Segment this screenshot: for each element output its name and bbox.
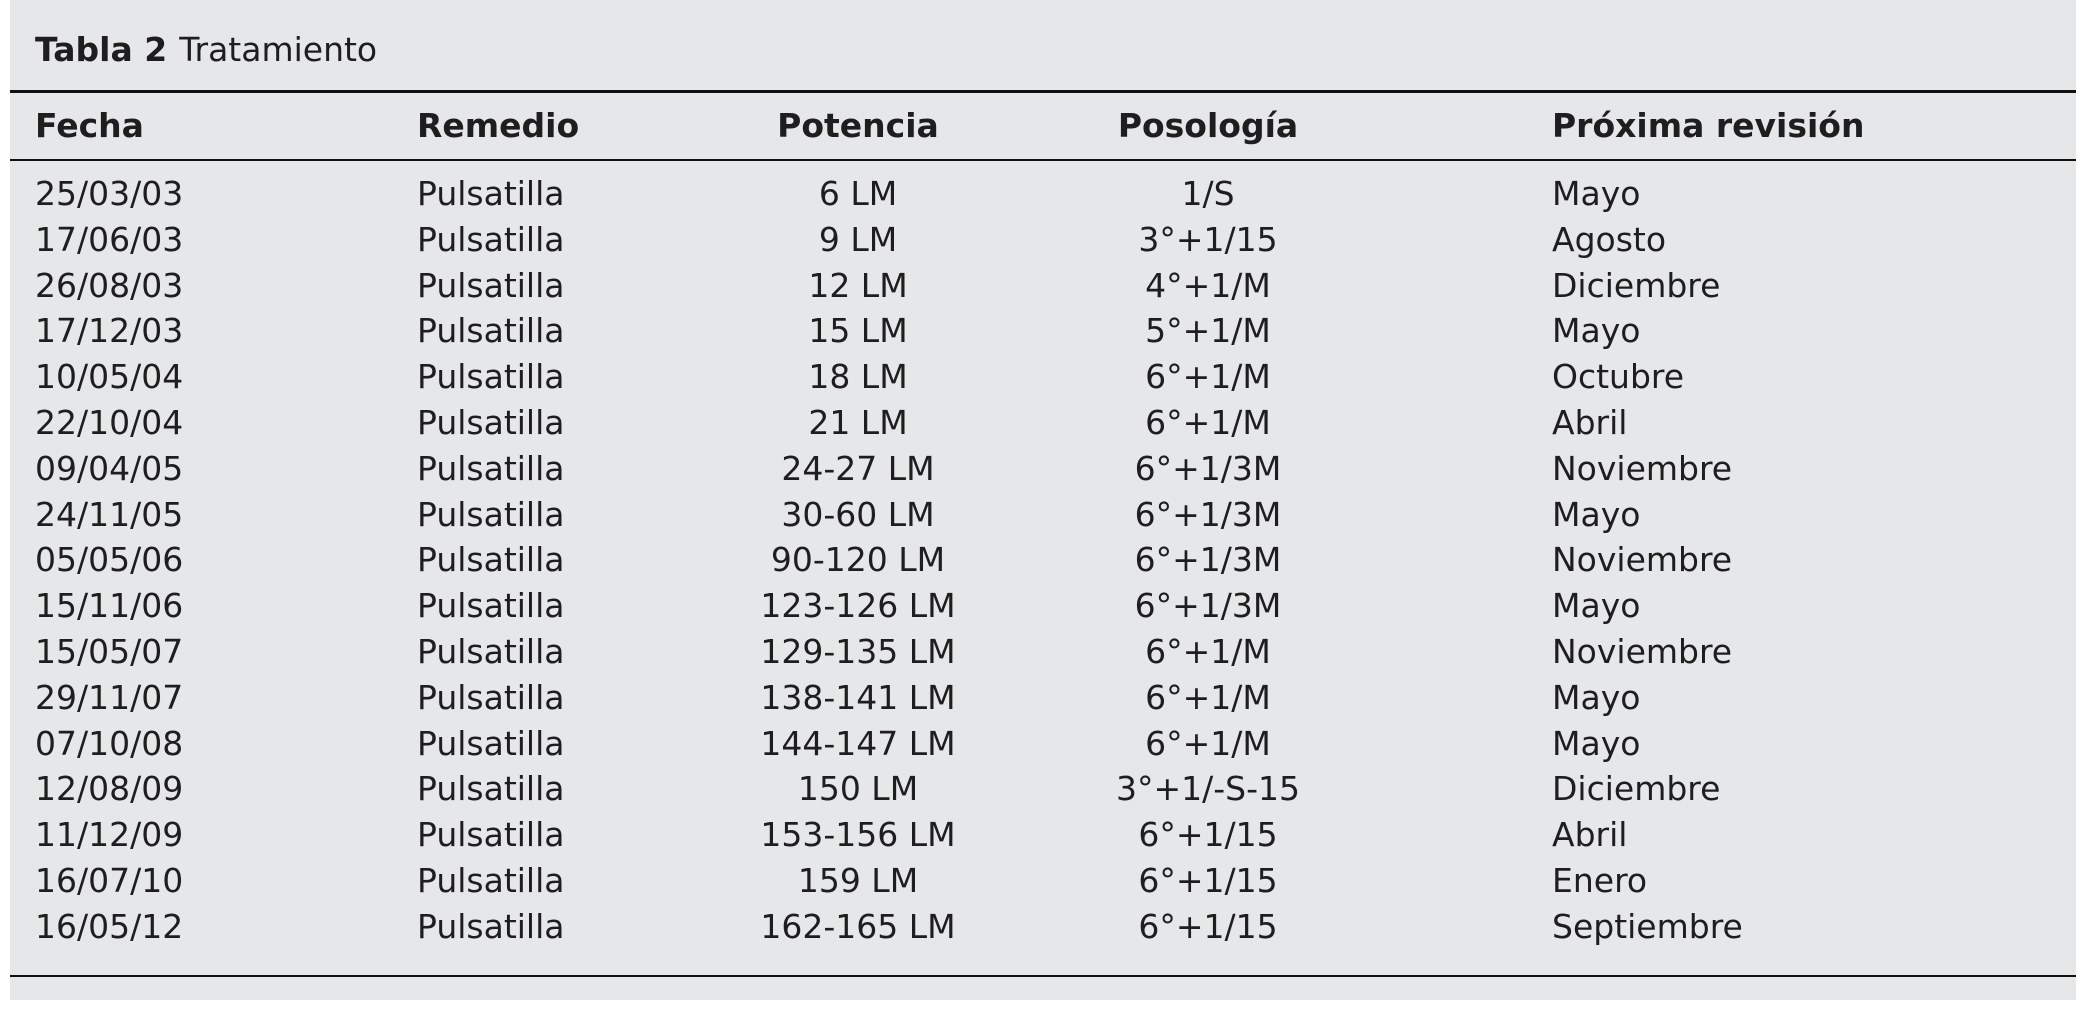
cell-proxima-revision: Mayo bbox=[1552, 723, 1641, 763]
cell-remedio: Pulsatilla bbox=[417, 494, 565, 534]
cell-proxima-revision: Noviembre bbox=[1552, 540, 1733, 580]
cell-proxima-revision: Noviembre bbox=[1552, 631, 1733, 671]
table-header-rule bbox=[10, 159, 2076, 161]
cell-fecha: 16/05/12 bbox=[35, 906, 184, 946]
cell-remedio: Pulsatilla bbox=[417, 265, 565, 305]
cell-posologia: 6°+1/M bbox=[1145, 677, 1271, 717]
cell-remedio: Pulsatilla bbox=[417, 677, 565, 717]
cell-fecha: 09/04/05 bbox=[35, 448, 184, 488]
cell-remedio: Pulsatilla bbox=[417, 174, 565, 213]
cell-remedio: Pulsatilla bbox=[417, 906, 565, 946]
cell-remedio: Pulsatilla bbox=[417, 723, 565, 763]
table-row bbox=[10, 675, 2076, 721]
table-row bbox=[10, 583, 2076, 629]
cell-proxima-revision: Mayo bbox=[1552, 677, 1641, 717]
table-row bbox=[10, 904, 2076, 950]
cell-proxima-revision: Septiembre bbox=[1552, 906, 1743, 946]
cell-fecha: 25/03/03 bbox=[35, 174, 184, 213]
cell-posologia: 5°+1/M bbox=[1145, 311, 1271, 351]
cell-potencia: 21 LM bbox=[808, 402, 908, 442]
cell-fecha: 26/08/03 bbox=[35, 265, 184, 305]
cell-posologia: 4°+1/M bbox=[1145, 265, 1271, 305]
cell-remedio: Pulsatilla bbox=[417, 219, 565, 259]
header-proxima-revision: Próxima revisión bbox=[1552, 106, 1865, 145]
cell-remedio: Pulsatilla bbox=[417, 815, 565, 855]
cell-posologia: 6°+1/M bbox=[1145, 357, 1271, 397]
table-row bbox=[10, 858, 2076, 904]
table-header-row bbox=[10, 98, 2076, 154]
table-caption-label: Tabla 2 bbox=[35, 30, 168, 69]
cell-posologia: 1/S bbox=[1181, 174, 1235, 213]
cell-proxima-revision: Octubre bbox=[1552, 357, 1685, 397]
cell-posologia: 6°+1/M bbox=[1145, 631, 1271, 671]
table-row bbox=[10, 446, 2076, 492]
cell-proxima-revision: Mayo bbox=[1552, 586, 1641, 626]
cell-fecha: 15/11/06 bbox=[35, 586, 184, 626]
cell-fecha: 24/11/05 bbox=[35, 494, 184, 534]
table-row bbox=[10, 721, 2076, 767]
cell-remedio: Pulsatilla bbox=[417, 540, 565, 580]
cell-fecha: 17/12/03 bbox=[35, 311, 184, 351]
cell-posologia: 6°+1/3M bbox=[1134, 448, 1282, 488]
cell-fecha: 05/05/06 bbox=[35, 540, 184, 580]
cell-posologia: 6°+1/15 bbox=[1138, 815, 1278, 855]
cell-potencia: 123-126 LM bbox=[760, 586, 956, 626]
cell-remedio: Pulsatilla bbox=[417, 631, 565, 671]
cell-remedio: Pulsatilla bbox=[417, 402, 565, 442]
cell-potencia: 12 LM bbox=[808, 265, 908, 305]
cell-remedio: Pulsatilla bbox=[417, 311, 565, 351]
cell-potencia: 129-135 LM bbox=[760, 631, 956, 671]
cell-fecha: 17/06/03 bbox=[35, 219, 184, 259]
cell-proxima-revision: Mayo bbox=[1552, 311, 1641, 351]
table-caption bbox=[35, 24, 377, 76]
table-row bbox=[10, 171, 2076, 217]
cell-potencia: 6 LM bbox=[818, 174, 898, 213]
table-bottom-rule bbox=[10, 975, 2076, 977]
cell-fecha: 11/12/09 bbox=[35, 815, 184, 855]
cell-potencia: 90-120 LM bbox=[770, 540, 946, 580]
header-potencia: Potencia bbox=[777, 106, 939, 145]
cell-remedio: Pulsatilla bbox=[417, 448, 565, 488]
cell-proxima-revision: Abril bbox=[1552, 402, 1628, 442]
cell-remedio: Pulsatilla bbox=[417, 357, 565, 397]
cell-posologia: 6°+1/15 bbox=[1138, 906, 1278, 946]
table-row bbox=[10, 263, 2076, 309]
table-row bbox=[10, 400, 2076, 446]
cell-proxima-revision: Abril bbox=[1552, 815, 1628, 855]
cell-potencia: 9 LM bbox=[818, 219, 898, 259]
cell-fecha: 15/05/07 bbox=[35, 631, 184, 671]
cell-potencia: 15 LM bbox=[808, 311, 908, 351]
table-body bbox=[10, 171, 2076, 950]
header-posologia: Posología bbox=[1117, 106, 1299, 145]
table-row bbox=[10, 492, 2076, 538]
cell-posologia: 6°+1/3M bbox=[1134, 540, 1282, 580]
table-panel bbox=[10, 0, 2076, 1000]
cell-proxima-revision: Mayo bbox=[1552, 174, 1641, 213]
table-caption-title: Tratamiento bbox=[179, 30, 378, 69]
table-row bbox=[10, 629, 2076, 675]
cell-proxima-revision: Agosto bbox=[1552, 219, 1667, 259]
cell-remedio: Pulsatilla bbox=[417, 769, 565, 809]
cell-proxima-revision: Diciembre bbox=[1552, 265, 1721, 305]
cell-posologia: 6°+1/3M bbox=[1134, 494, 1282, 534]
table-row bbox=[10, 537, 2076, 583]
header-fecha: Fecha bbox=[35, 106, 144, 145]
cell-posologia: 6°+1/15 bbox=[1138, 860, 1278, 900]
cell-potencia: 153-156 LM bbox=[760, 815, 956, 855]
cell-posologia: 6°+1/3M bbox=[1134, 586, 1282, 626]
cell-potencia: 162-165 LM bbox=[760, 906, 956, 946]
table-row bbox=[10, 766, 2076, 812]
cell-fecha: 12/08/09 bbox=[35, 769, 184, 809]
header-remedio: Remedio bbox=[417, 106, 580, 145]
cell-remedio: Pulsatilla bbox=[417, 860, 565, 900]
cell-potencia: 138-141 LM bbox=[760, 677, 956, 717]
cell-potencia: 30-60 LM bbox=[781, 494, 935, 534]
cell-fecha: 10/05/04 bbox=[35, 357, 184, 397]
cell-fecha: 07/10/08 bbox=[35, 723, 184, 763]
table-row bbox=[10, 354, 2076, 400]
cell-remedio: Pulsatilla bbox=[417, 586, 565, 626]
cell-posologia: 6°+1/M bbox=[1145, 723, 1271, 763]
cell-posologia: 6°+1/M bbox=[1145, 402, 1271, 442]
cell-potencia: 150 LM bbox=[797, 769, 919, 809]
cell-potencia: 144-147 LM bbox=[760, 723, 956, 763]
cell-posologia: 3°+1/15 bbox=[1138, 219, 1278, 259]
cell-posologia: 3°+1/-S-15 bbox=[1115, 769, 1300, 809]
table-row bbox=[10, 308, 2076, 354]
cell-proxima-revision: Mayo bbox=[1552, 494, 1641, 534]
cell-potencia: 18 LM bbox=[808, 357, 908, 397]
cell-proxima-revision: Enero bbox=[1552, 860, 1648, 900]
cell-proxima-revision: Noviembre bbox=[1552, 448, 1733, 488]
cell-proxima-revision: Diciembre bbox=[1552, 769, 1721, 809]
cell-fecha: 16/07/10 bbox=[35, 860, 184, 900]
table-row bbox=[10, 812, 2076, 858]
cell-fecha: 22/10/04 bbox=[35, 402, 184, 442]
table-row bbox=[10, 217, 2076, 263]
table-top-rule bbox=[10, 90, 2076, 93]
cell-potencia: 159 LM bbox=[797, 860, 919, 900]
cell-potencia: 24-27 LM bbox=[781, 448, 935, 488]
cell-fecha: 29/11/07 bbox=[35, 677, 184, 717]
